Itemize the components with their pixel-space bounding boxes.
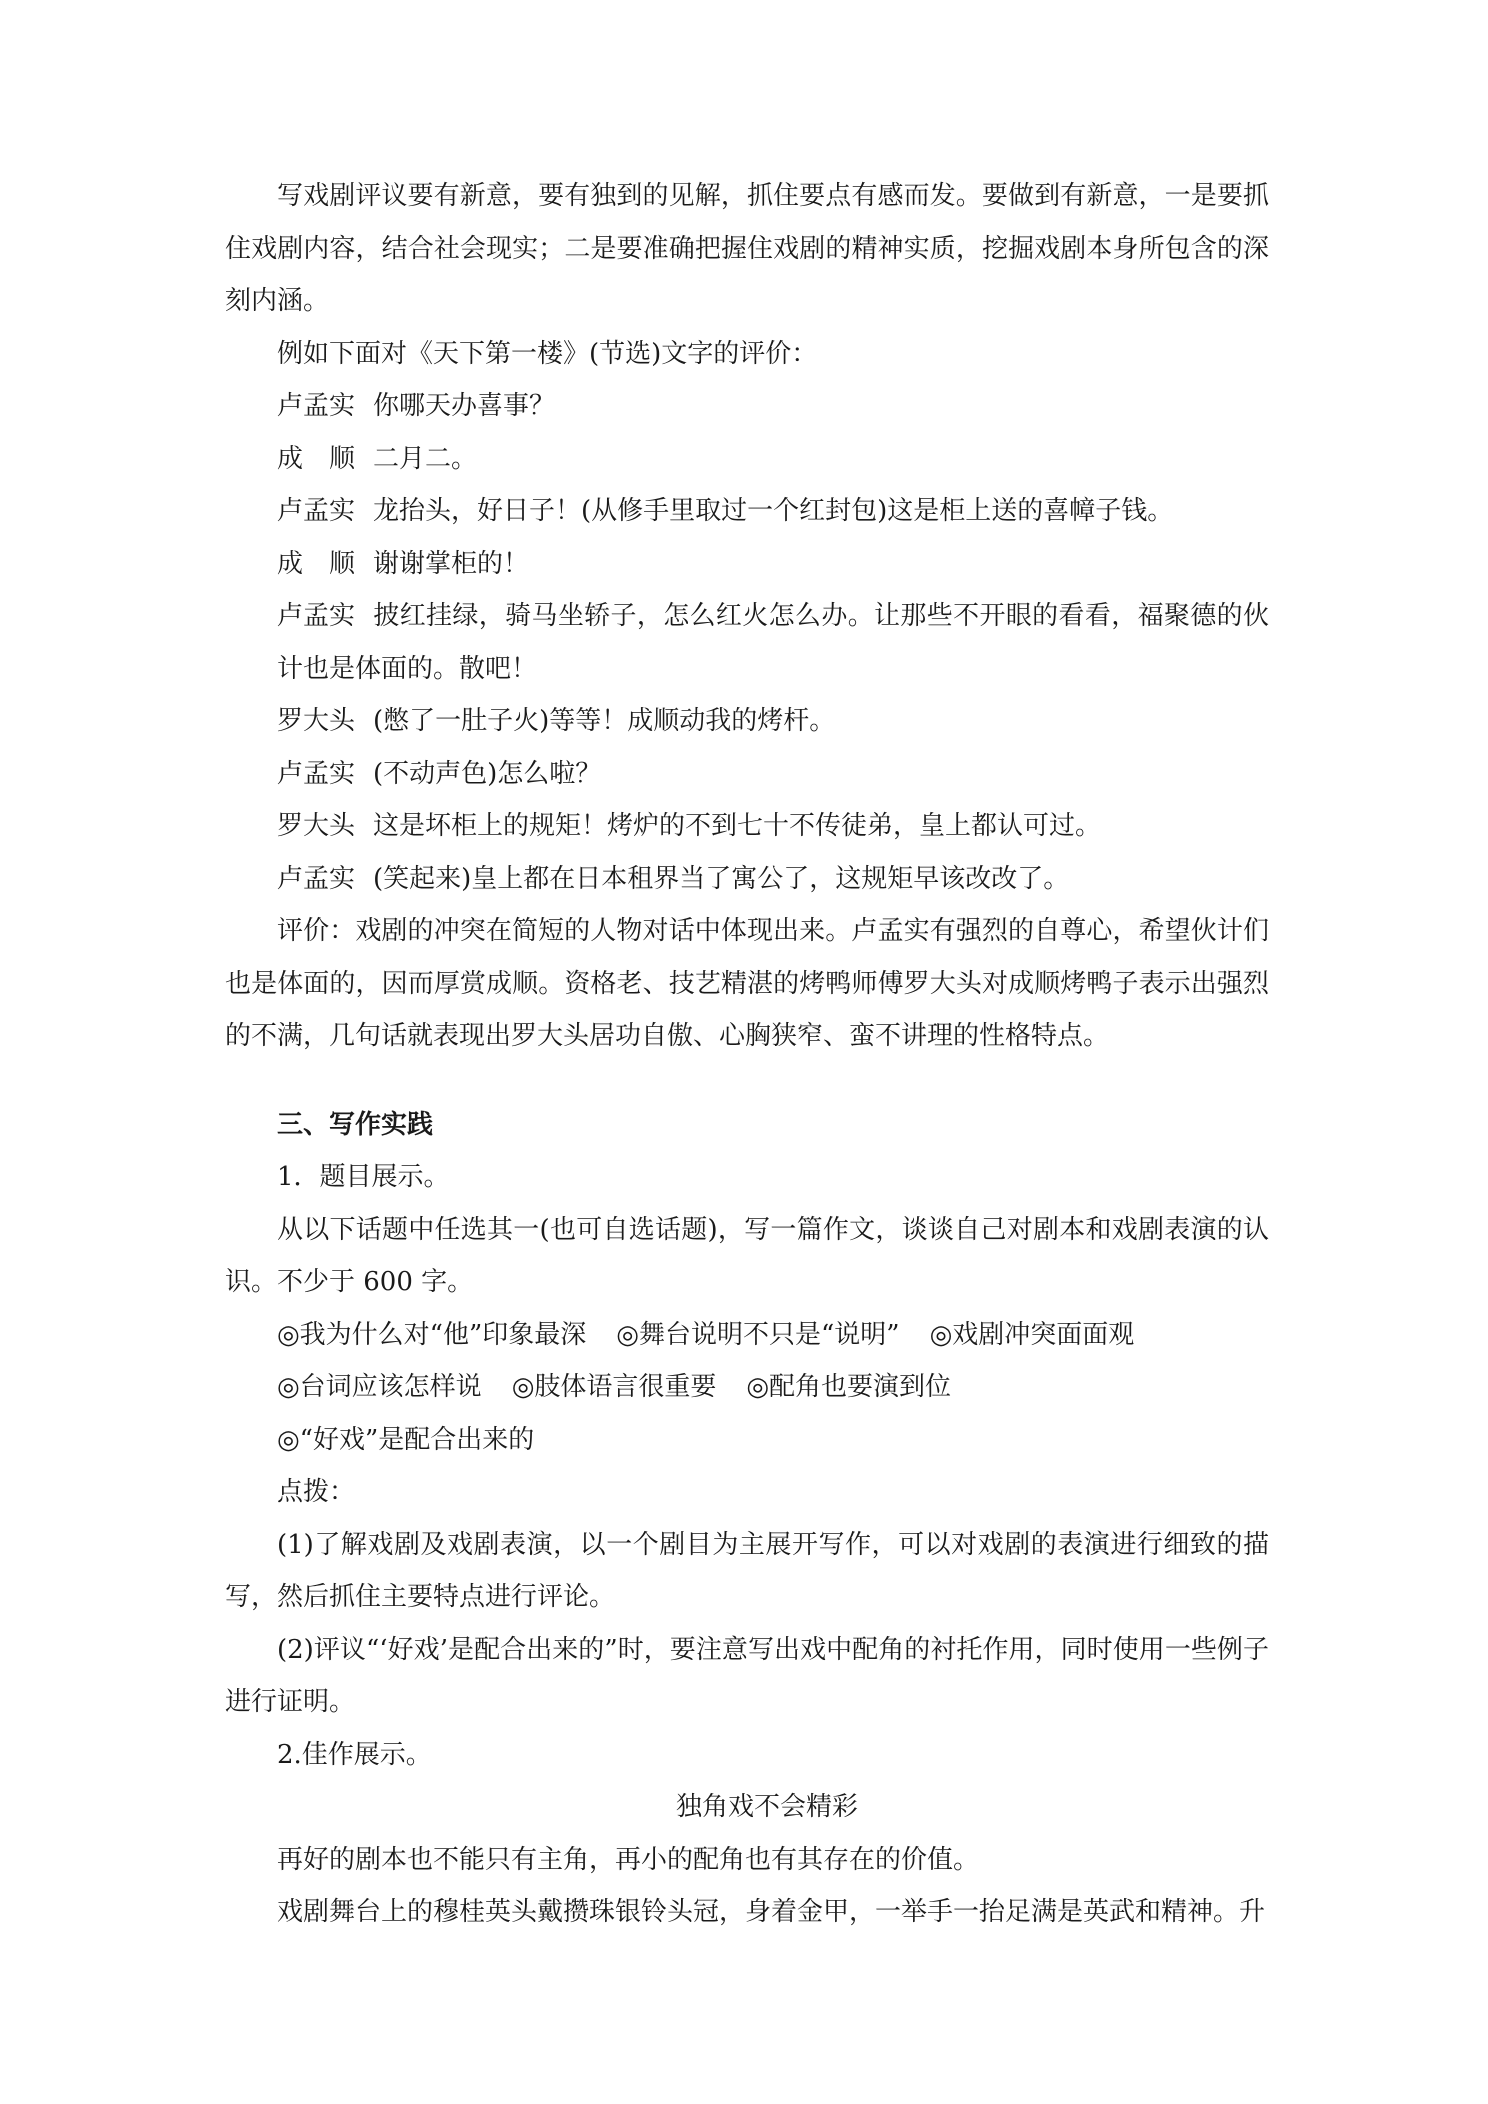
topic-row	[225, 1309, 1269, 1362]
hint-label: 点拨：	[277, 1477, 356, 1507]
topic-row	[225, 1361, 1269, 1414]
dialogue-line	[225, 538, 1269, 591]
speaker-name: 卢孟实	[277, 601, 356, 631]
essay-paragraph: 戏剧舞台上的穆桂英头戴攒珠银铃头冠，身着金甲，一举手一抬足满是英武和精神。升	[277, 1897, 1266, 1927]
task-paragraph: 从以下话题中任选其一(也可自选话题)，写一篇作文，谈谈自己对剧本和戏剧表演的认识。不少于 600 字。	[225, 1214, 1269, 1297]
hint-2: (2)评议“‘好戏’是配合出来的”时，要注意写出戏中配角的衬托作用，同时使用一些例子进行证明。	[225, 1634, 1269, 1717]
dialogue-line	[225, 590, 1269, 695]
line-text: 这是坏柜上的规矩！烤炉的不到七十不传徒弟，皇上都认可过。	[373, 811, 1102, 841]
dialogue-block	[225, 380, 1269, 905]
topic-item: ◎“好戏”是配合出来的	[277, 1424, 535, 1455]
dialogue-line	[225, 695, 1269, 748]
topic-item: ◎戏剧冲突面面观	[929, 1319, 1135, 1350]
speaker-name: 罗大头	[277, 811, 356, 841]
topic-item: ◎我为什么对“他”印象最深	[277, 1319, 587, 1350]
dialogue-line	[225, 380, 1269, 433]
item-1-heading: 1．题目展示。	[277, 1162, 450, 1192]
dialogue-line	[225, 433, 1269, 486]
line-text: 你哪天办喜事？	[373, 391, 556, 421]
section-heading: 三、写作实践	[277, 1109, 434, 1140]
essay-paragraph: 再好的剧本也不能只有主角，再小的配角也有其存在的价值。	[277, 1844, 980, 1875]
document-page	[225, 170, 1269, 1939]
speaker-name: 卢孟实	[277, 758, 356, 789]
line-text: 谢谢掌柜的！	[373, 548, 530, 579]
speaker-name: 卢孟实	[277, 496, 356, 526]
speaker-name: 成 顺	[277, 548, 356, 579]
dialogue-line	[225, 485, 1269, 538]
speaker-name: 卢孟实	[277, 391, 356, 421]
topic-row	[225, 1414, 1269, 1467]
topic-item: ◎台词应该怎样说	[277, 1372, 482, 1402]
dialogue-line	[225, 800, 1269, 853]
line-text: 二月二。	[373, 443, 478, 474]
evaluation-paragraph: 评价：戏剧的冲突在简短的人物对话中体现出来。卢孟实有强烈的自尊心，希望伙计们也是体面的，因而厚赏成顺。资格老、技艺精湛的烤鸭师傅罗大头对成顺烤鸭子表示出强烈的不满，几句话就表现出罗大头居功自傲、心胸狭窄、蛮不讲理的性格特点。	[225, 916, 1269, 1051]
dialogue-line	[225, 748, 1269, 801]
item-2-heading: 2.佳作展示。	[277, 1739, 432, 1770]
speaker-name: 成 顺	[277, 443, 356, 474]
topic-item: ◎肢体语言很重要	[511, 1372, 717, 1402]
example-lead: 例如下面对《天下第一楼》(节选)文字的评价：	[277, 338, 818, 369]
line-text: 披红挂绿，骑马坐轿子，怎么红火怎么办。让那些不开眼的看看，福聚德的伙计也是体面的。散吧！	[277, 601, 1269, 684]
line-text: 龙抬头，好日子！(从修手里取过一个红封包)这是柜上送的喜幛子钱。	[373, 496, 1174, 526]
topic-item: ◎舞台说明不只是“说明”	[616, 1319, 900, 1350]
line-text: (憋了一肚子火)等等！成顺动我的烤杆。	[373, 706, 836, 736]
speaker-name: 罗大头	[277, 706, 356, 736]
hint-1: (1)了解戏剧及戏剧表演，以一个剧目为主展开写作，可以对戏剧的表演进行细致的描写，然后抓住主要特点进行评论。	[225, 1529, 1269, 1612]
line-text: (不动声色)怎么啦？	[373, 758, 602, 789]
dialogue-line	[225, 853, 1269, 906]
intro-paragraph: 写戏剧评议要有新意，要有独到的见解，抓住要点有感而发。要做到有新意，一是要抓住戏剧内容，结合社会现实；二是要准确把握住戏剧的精神实质，挖掘戏剧本身所包含的深刻内涵。	[225, 181, 1269, 316]
essay-title: 独角戏不会精彩	[675, 1792, 858, 1822]
topic-item: ◎配角也要演到位	[746, 1372, 952, 1402]
line-text: (笑起来)皇上都在日本租界当了寓公了，这规矩早该改改了。	[373, 863, 1070, 894]
speaker-name: 卢孟实	[277, 863, 356, 894]
